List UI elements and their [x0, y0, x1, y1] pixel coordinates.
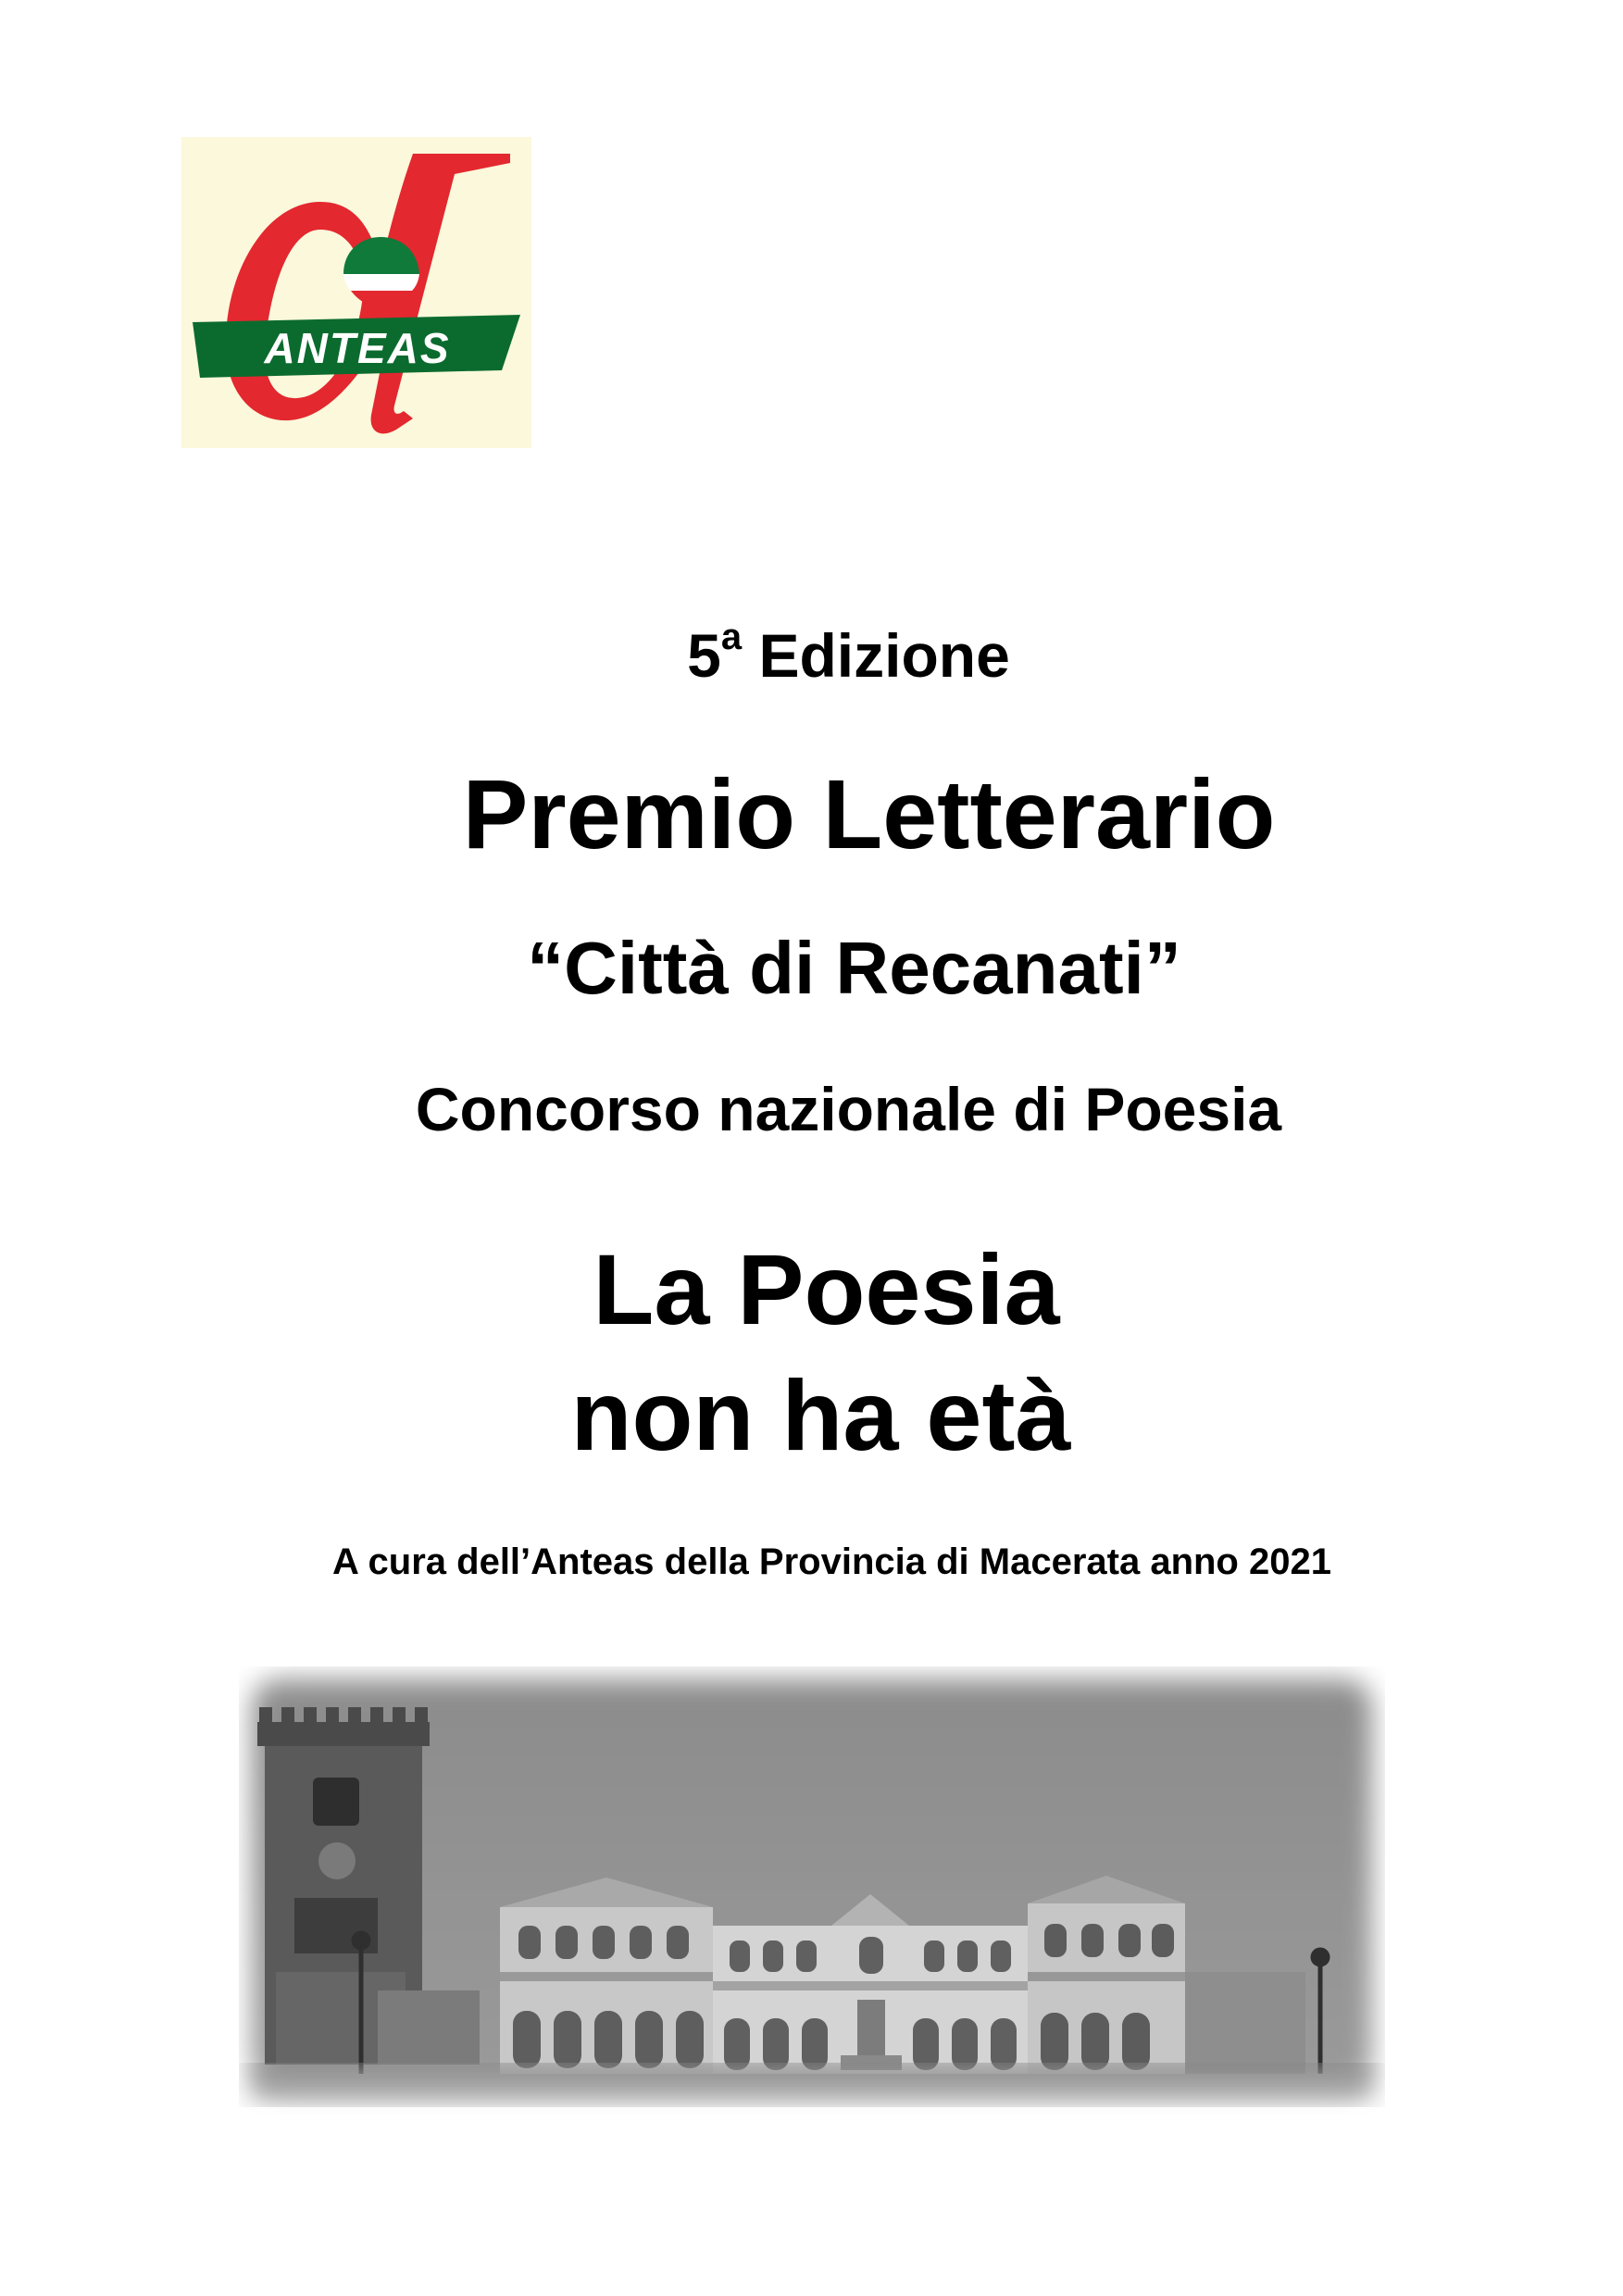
- title-line-1: La Poesia: [593, 1233, 1060, 1345]
- edition-number: 5: [687, 621, 721, 690]
- curator-line: A cura dell’Anteas della Provincia di Macerata anno 2021: [332, 1541, 1331, 1582]
- prize-heading: Premio Letterario: [462, 760, 1276, 869]
- edition-ordinal: a: [720, 617, 743, 657]
- recanati-piazza-photo: [239, 1666, 1385, 2115]
- edition-word: Edizione: [758, 621, 1010, 690]
- logo-text: ANTEAS: [264, 324, 451, 372]
- anteas-logo: [181, 137, 531, 448]
- title-line-2: non ha età: [570, 1359, 1071, 1471]
- edition-heading: [37, 617, 1623, 691]
- contest-heading: Concorso nazionale di Poesia: [415, 1075, 1282, 1143]
- city-heading: “Città di Recanati”: [527, 927, 1181, 1009]
